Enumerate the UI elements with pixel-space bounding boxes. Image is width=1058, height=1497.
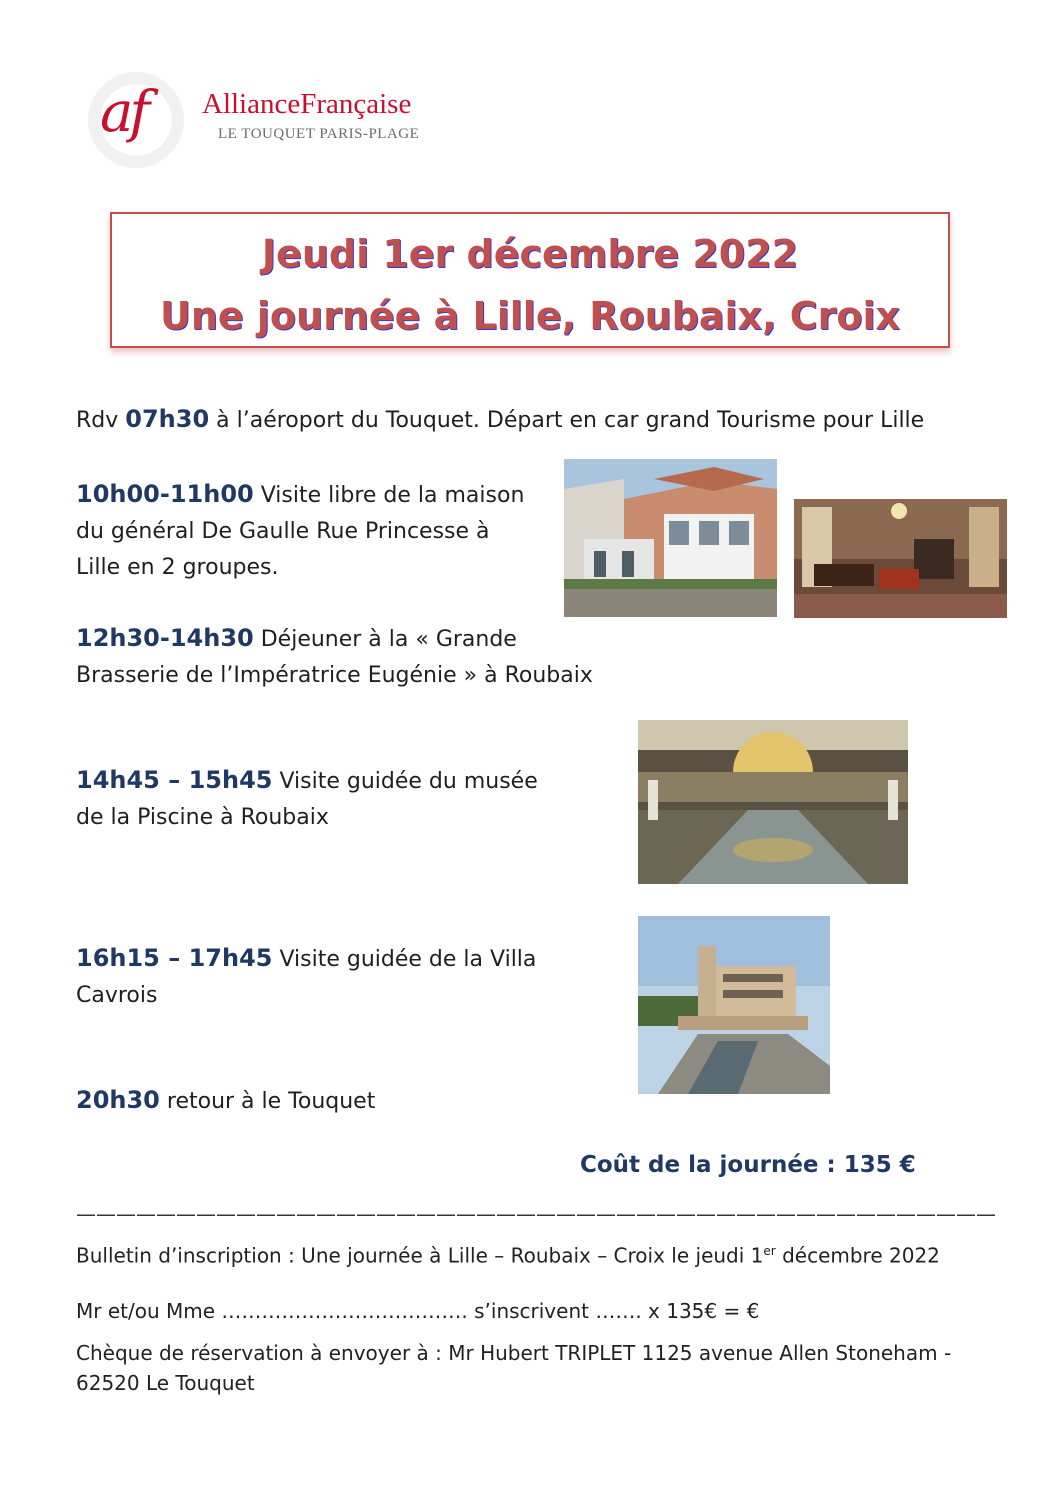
registration-line: Mr et/ou Mme ………………………………. s’inscrivent ……. x 135€ = € (76, 1299, 760, 1323)
schedule-text: Lille en 2 groupes. (76, 555, 279, 580)
schedule-item (76, 762, 538, 836)
photo-la-piscine-museum (638, 720, 908, 884)
photo-villa-cavrois (638, 916, 830, 1094)
schedule-time: 16h15 – 17h45 (76, 944, 273, 972)
schedule-item (76, 620, 593, 694)
schedule-time: 20h30 (76, 1086, 160, 1114)
schedule-text: Brasserie de l’Impératrice Eugénie » à Roubaix (76, 663, 593, 688)
schedule-text: Cavrois (76, 983, 158, 1008)
bulletin-sup: er (763, 1244, 776, 1258)
intro-paragraph (76, 401, 924, 439)
title-box (110, 212, 950, 348)
schedule-text: de la Piscine à Roubaix (76, 805, 329, 830)
schedule-time: 14h45 – 15h45 (76, 766, 273, 794)
schedule-text: retour à le Touquet (159, 1089, 376, 1114)
logo-subtitle: LE TOUQUET PARIS-PLAGE (218, 126, 420, 142)
schedule-time: 10h00-11h00 (76, 480, 254, 508)
schedule-item (76, 940, 536, 1014)
schedule-time: 12h30-14h30 (76, 624, 254, 652)
cheque-address-line1: Chèque de réservation à envoyer à : Mr Hubert TRIPLET 1125 avenue Allen Stoneham - (76, 1341, 952, 1365)
title-date: Jeudi 1er décembre 2022 (261, 232, 799, 276)
schedule-text: du général De Gaulle Rue Princesse à (76, 519, 490, 544)
bulletin-text: Bulletin d’inscription : Une journée à Lille – Roubaix – Croix le jeudi 1 (76, 1243, 764, 1268)
schedule-item (76, 1082, 375, 1120)
separator-line: —————————————————————————————————————————————— (76, 1202, 996, 1226)
logo-emblem (88, 72, 184, 168)
photo-salon-interior (794, 499, 1007, 618)
bulletin-date: décembre 2022 (775, 1243, 940, 1268)
schedule-text: Déjeuner à la « Grande (253, 627, 517, 652)
intro-time: 07h30 (125, 405, 210, 433)
intro-text: à l’aéroport du Touquet. Départ en car grand Tourisme pour Lille (209, 408, 925, 433)
schedule-text: Visite libre de la maison (253, 483, 525, 508)
day-cost: Coût de la journée : 135 € (580, 1152, 916, 1178)
bulletin-line (76, 1236, 940, 1271)
schedule-item (76, 476, 556, 586)
logo-mark-text: af (100, 80, 147, 145)
intro-prefix: Rdv (76, 408, 126, 433)
logo-brand-name: AllianceFrançaise (202, 88, 412, 120)
photo-de-gaulle-house (564, 459, 777, 617)
schedule-text: Visite guidée de la Villa (272, 947, 537, 972)
cheque-address-line2: 62520 Le Touquet (76, 1371, 255, 1395)
schedule-text: Visite guidée du musée (272, 769, 538, 794)
title-subtitle: Une journée à Lille, Roubaix, Croix (160, 294, 900, 338)
